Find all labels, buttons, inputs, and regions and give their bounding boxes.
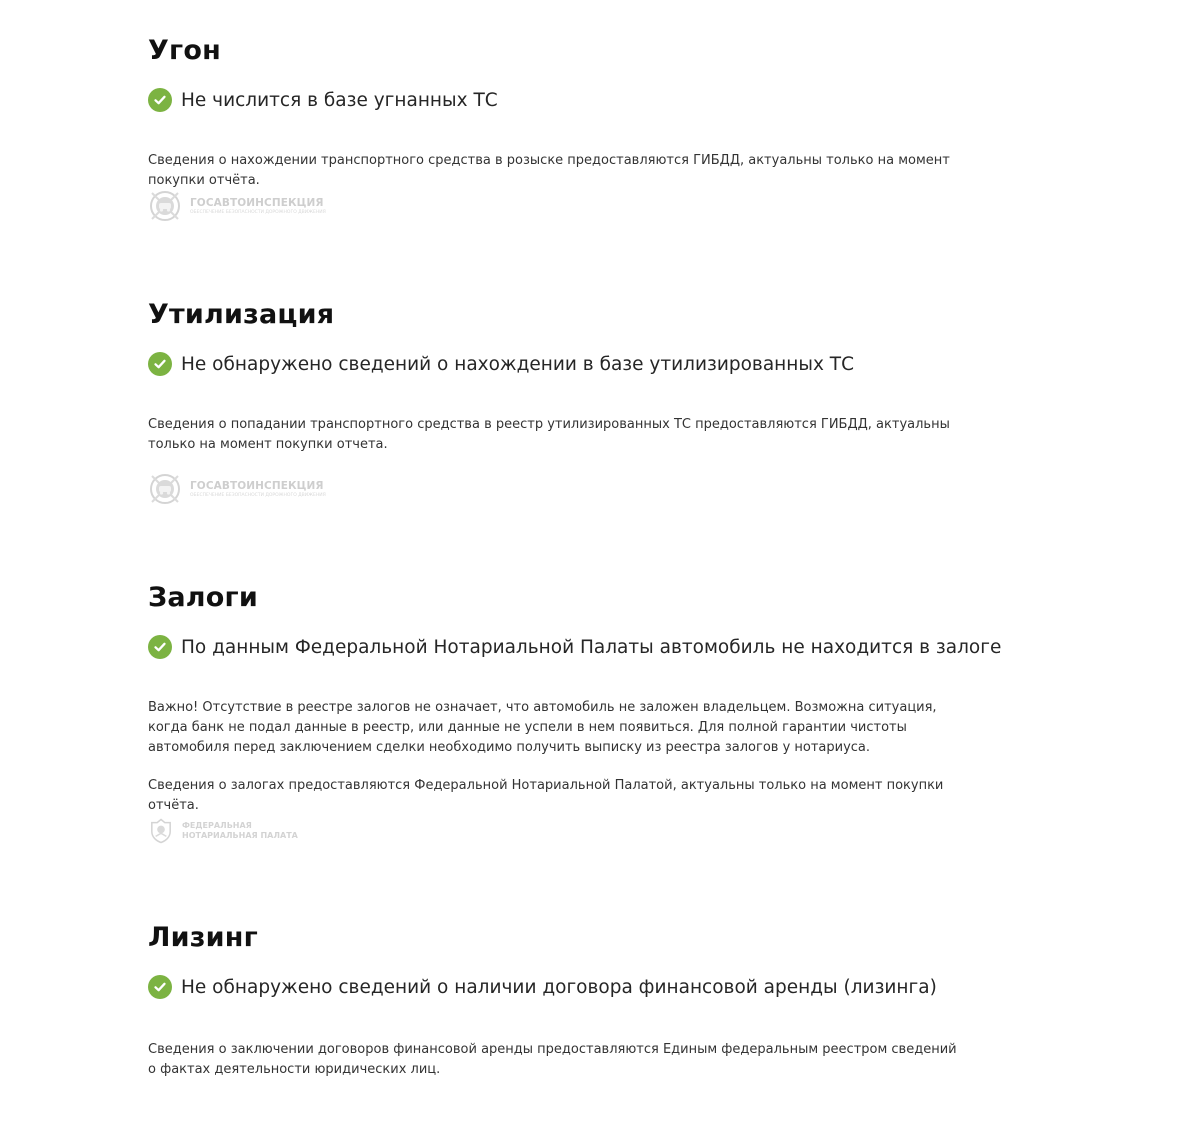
- status-row: [148, 87, 498, 113]
- section-theft: [148, 36, 998, 236]
- logo-text: [182, 821, 298, 841]
- logo-text: [190, 480, 326, 499]
- status-row: [148, 974, 937, 1000]
- logo-tagline: ОБЕСПЕЧЕНИЕ БЕЗОПАСНОСТИ ДОРОЖНОГО ДВИЖЕНИЯ: [190, 209, 326, 215]
- status-text: Не обнаружено сведений о наличии договора финансовой аренды (лизинга): [181, 976, 937, 998]
- logo-name: ГОСАВТОИНСПЕКЦИЯ: [190, 479, 324, 492]
- source-description: Сведения о попадании транспортного средства в реестр утилизированных ТС предоставляются ГИБДД, актуальны только на момент покупки отчета.: [148, 417, 950, 452]
- logo-text: [190, 197, 326, 216]
- logo-line-1: ФЕДЕРАЛЬНАЯ: [182, 821, 252, 830]
- source-description: Сведения о залогах предоставляются Федеральной Нотариальной Палатой, актуальны только на момент покупки отчёта.: [148, 778, 944, 813]
- important-note: Важно! Отсутствие в реестре залогов не означает, что автомобиль не заложен владельцем. Возможна ситуация, когда банк не подал данные в реестр, или данные не успели в нем появиться. Для полной гарантии чистоты автомобиля перед заключением сделки необходимо получить выписку из реестра залогов у нотариуса.: [148, 700, 937, 755]
- status-text: Не числится в базе угнанных ТС: [181, 89, 498, 111]
- section-title: Утилизация: [148, 299, 335, 330]
- source-logo-gibdd: [148, 189, 326, 223]
- check-circle-icon: [148, 352, 172, 376]
- check-circle-icon: [148, 975, 172, 999]
- source-logo-notary: [148, 816, 298, 846]
- notary-chamber-emblem-icon: [148, 816, 174, 846]
- status-text: Не обнаружено сведений о нахождении в базе утилизированных ТС: [181, 353, 855, 375]
- check-circle-icon: [148, 635, 172, 659]
- source-description: Сведения о заключении договоров финансовой аренды предоставляются Единым федеральным реестром сведений о фактах деятельности юридических лиц.: [148, 1042, 957, 1077]
- gibdd-emblem-icon: [148, 189, 182, 223]
- logo-name: ГОСАВТОИНСПЕКЦИЯ: [190, 196, 324, 209]
- source-logo-gibdd: [148, 472, 326, 506]
- gibdd-emblem-icon: [148, 472, 182, 506]
- status-text: По данным Федеральной Нотариальной Палаты автомобиль не находится в залоге: [181, 636, 1002, 658]
- source-description: Сведения о нахождении транспортного средства в розыске предоставляются ГИБДД, актуальны только на момент покупки отчёта.: [148, 153, 950, 188]
- section-title: Лизинг: [148, 922, 258, 953]
- logo-tagline: ОБЕСПЕЧЕНИЕ БЕЗОПАСНОСТИ ДОРОЖНОГО ДВИЖЕНИЯ: [190, 492, 326, 498]
- section-leasing: [148, 923, 998, 1083]
- logo-line-2: НОТАРИАЛЬНАЯ ПАЛАТА: [182, 831, 298, 840]
- section-title: Залоги: [148, 582, 258, 613]
- status-row: [148, 351, 854, 377]
- section-recycling: [148, 300, 998, 510]
- check-circle-icon: [148, 88, 172, 112]
- section-title: Угон: [148, 35, 221, 66]
- status-row: [148, 634, 1001, 660]
- section-pledges: [148, 582, 1002, 853]
